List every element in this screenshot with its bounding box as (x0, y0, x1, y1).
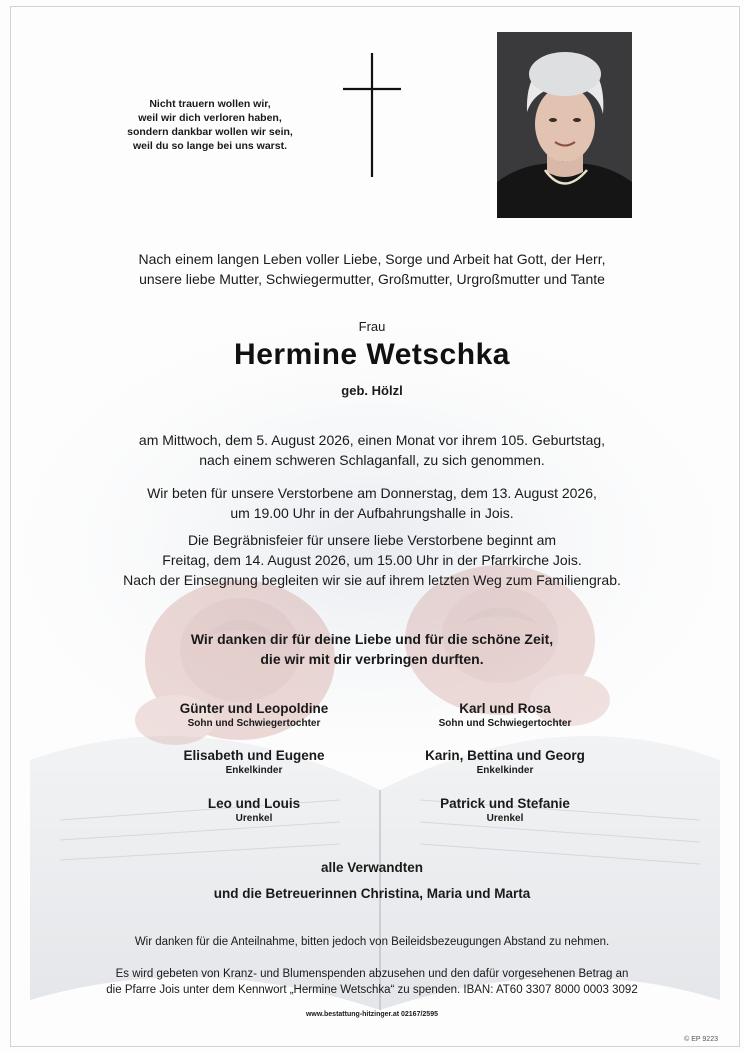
family-names: Günter und Leopoldine (179, 701, 329, 716)
intro-line: unsere liebe Mutter, Schwiegermutter, Großmutter, Urgroßmutter und Tante (139, 271, 605, 287)
funeral-notice-line: Freitag, dem 14. August 2026, um 15.00 Uhr in der Pfarrkirche Jois. (162, 552, 582, 568)
portrait-photo (497, 32, 632, 218)
family-names: Karin, Bettina und Georg (425, 748, 585, 763)
prayer-notice-line: um 19.00 Uhr in der Aufbahrungshalle in Jois. (230, 505, 514, 521)
poem-line: sondern dankbar wollen wir sein, (127, 126, 293, 138)
donation-line: Es wird gebeten von Kranz- und Blumenspenden abzusehen und den dafür vorgesehenen Betrag an (115, 968, 629, 980)
thanks-text (0, 629, 744, 669)
family-relation: Sohn und Schwiegertochter (438, 718, 572, 729)
deceased-name: Hermine Wetschka (234, 338, 510, 371)
relatives-line: alle Verwandten (320, 860, 424, 875)
poem-line: Nicht trauern wollen wir, (149, 98, 271, 110)
thanks-line: Wir danken dir für deine Liebe und für die schöne Zeit, (190, 631, 554, 647)
death-notice-line: am Mittwoch, dem 5. August 2026, einen Monat vor ihrem 105. Geburtstag, (138, 432, 606, 448)
cross-icon (343, 53, 401, 177)
funeral-home-website: www.bestattung-hitzinger.at 02167/2595 (305, 1011, 438, 1018)
funeral-notice-line: Nach der Einsegnung begleiten wir sie auf ihrem letzten Weg zum Familiengrab. (123, 572, 621, 588)
memorial-poem (100, 97, 320, 153)
family-names: Leo und Louis (207, 796, 301, 811)
thanks-line: die wir mit dir verbringen durften. (260, 651, 484, 667)
family-relation: Urenkel (235, 813, 273, 824)
family-names: Elisabeth und Eugene (183, 748, 325, 763)
family-entry (385, 700, 625, 731)
family-relation: Enkelkinder (476, 765, 534, 776)
family-names: Patrick und Stefanie (440, 796, 570, 811)
family-relation: Urenkel (486, 813, 524, 824)
funeral-notice (40, 530, 704, 590)
family-relation: Enkelkinder (225, 765, 283, 776)
maiden-name: geb. Hölzl (341, 383, 403, 398)
donation-line: die Pfarre Jois unter dem Kennwort „Hermine Wetschka“ zu spenden. IBAN: AT60 3307 8000 0003 3092 (106, 984, 638, 996)
intro-text (40, 249, 704, 289)
family-entry (134, 700, 374, 731)
death-notice-line: nach einem schweren Schlaganfall, zu sich genommen. (199, 452, 545, 468)
family-entry (134, 795, 374, 826)
condolence-line: Wir danken für die Anteilnahme, bitten jedoch von Beileidsbezeugungen Abstand zu nehmen. (134, 936, 610, 948)
funeral-notice-line: Die Begräbnisfeier für unsere liebe Verstorbene beginnt am (187, 532, 557, 548)
death-notice (40, 430, 704, 470)
print-code: © EP 9223 (684, 1036, 718, 1043)
poem-line: weil wir dich verloren haben, (138, 112, 282, 124)
poem-line: weil du so lange bei uns warst. (132, 140, 288, 152)
family-entry (134, 747, 374, 778)
family-entry (385, 795, 625, 826)
salutation: Frau (358, 319, 386, 334)
family-entry (385, 747, 625, 778)
donation-note (0, 966, 744, 998)
family-relation: Sohn und Schwiegertochter (187, 718, 321, 729)
caregivers-line: und die Betreuerinnen Christina, Maria und Marta (213, 886, 531, 901)
prayer-notice (40, 483, 704, 523)
prayer-notice-line: Wir beten für unsere Verstorbene am Donnerstag, dem 13. August 2026, (147, 485, 597, 501)
condolence-note (0, 934, 744, 950)
family-names: Karl und Rosa (459, 701, 551, 716)
intro-line: Nach einem langen Leben voller Liebe, Sorge und Arbeit hat Gott, der Herr, (138, 251, 606, 267)
